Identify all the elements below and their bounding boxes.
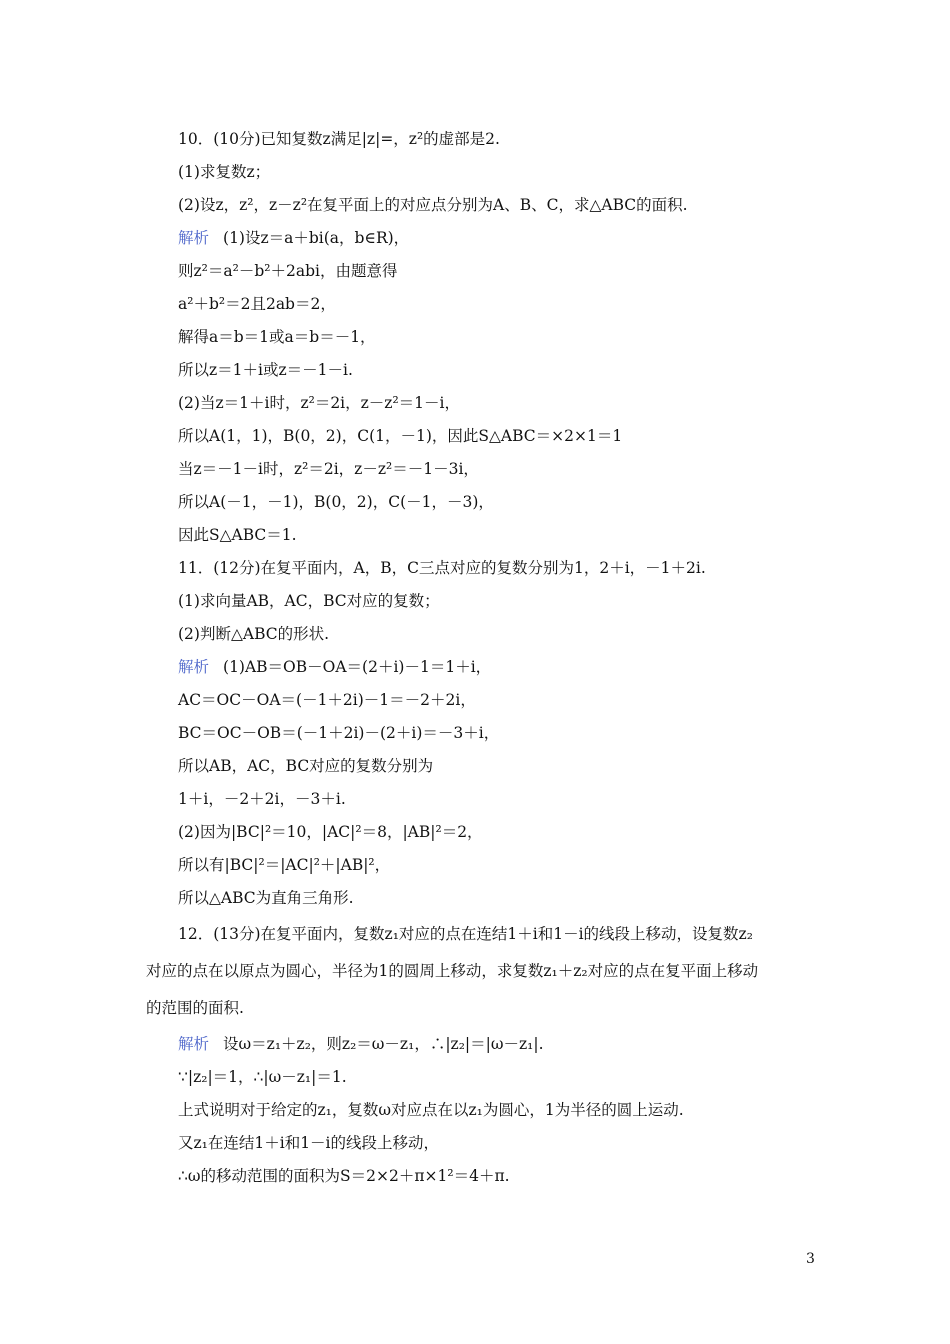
solution-line: (2)当z＝1＋i时，z²＝2i，z－z²＝1－i， xyxy=(178,394,461,412)
solution-line: 所以有|BC|²＝|AC|²＋|AB|²， xyxy=(178,856,391,874)
solution-line: (2)因为|BC|²＝10，|AC|²＝8，|AB|²＝2， xyxy=(178,823,483,841)
problem-12-stem: 的范围的面积. xyxy=(146,999,244,1017)
solution-text: (1)AB＝OB－OA＝(2＋i)－1＝1＋i， xyxy=(223,658,492,676)
problem-10-stem: 10．(10分)已知复数z满足|z|=，z²的虚部是2. xyxy=(178,130,500,148)
problem-10-part1: (1)求复数z； xyxy=(178,163,271,181)
solution-line: 当z＝－1－i时，z²＝2i，z－z²＝－1－3i， xyxy=(178,460,479,478)
solution-line: 所以z＝1＋i或z＝－1－i. xyxy=(178,361,353,379)
solution-line: 所以A(1，1)，B(0，2)，C(1，－1)，因此S△ABC＝×2×1＝1 xyxy=(178,427,623,445)
solution-line: 所以△ABC为直角三角形. xyxy=(178,889,354,907)
solution-line: AC＝OC－OA＝(－1＋2i)－1＝－2＋2i， xyxy=(178,691,476,709)
solution-line: 又z₁在连结1＋i和1－i的线段上移动， xyxy=(178,1134,440,1152)
solution-label: 解析 xyxy=(178,658,210,676)
problem-12-stem: 12．(13分)在复平面内，复数z₁对应的点在连结1＋i和1－i的线段上移动，设复数z₂ xyxy=(178,925,753,943)
solution-line: 因此S△ABC＝1. xyxy=(178,526,297,544)
solution-line: BC＝OC－OB＝(－1＋2i)－(2＋i)＝－3＋i， xyxy=(178,724,500,742)
solution-line: 1＋i，－2＋2i，－3＋i. xyxy=(178,790,346,808)
problem-11-solution-line xyxy=(178,656,491,678)
problem-12-stem: 对应的点在以原点为圆心，半径为1的圆周上移动，求复数z₁＋z₂对应的点在复平面上移动 xyxy=(146,962,759,980)
solution-line: 解得a＝b＝1或a＝b＝－1， xyxy=(178,328,376,346)
solution-line: ∴ω的移动范围的面积为S＝2×2＋π×1²＝4＋π. xyxy=(178,1167,510,1185)
problem-11-part2: (2)判断△ABC的形状. xyxy=(178,625,330,643)
problem-10-part2: (2)设z，z²，z－z²在复平面上的对应点分别为A、B、C，求△ABC的面积. xyxy=(178,196,688,214)
solution-line: a²＋b²＝2且2ab＝2， xyxy=(178,295,336,313)
page-number: 3 xyxy=(806,1251,815,1267)
solution-line: 则z²＝a²－b²＋2abi，由题意得 xyxy=(178,262,398,280)
problem-12-solution-line xyxy=(178,1033,544,1055)
problem-10-solution-line xyxy=(178,227,409,249)
problem-11-part1: (1)求向量AB，AC，BC对应的复数； xyxy=(178,592,440,610)
solution-line: 所以AB，AC，BC对应的复数分别为 xyxy=(178,757,434,775)
solution-line: 所以A(－1，－1)，B(0，2)，C(－1，－3)， xyxy=(178,493,494,511)
problem-11-stem: 11．(12分)在复平面内，A，B，C三点对应的复数分别为1，2＋i，－1＋2i. xyxy=(178,559,706,577)
solution-label: 解析 xyxy=(178,229,210,247)
solution-line: ∵|z₂|＝1，∴|ω－z₁|＝1. xyxy=(178,1068,347,1086)
solution-label: 解析 xyxy=(178,1035,210,1053)
solution-text: (1)设z＝a＋bi(a，b∈R)， xyxy=(223,229,410,247)
solution-line: 上式说明对于给定的z₁，复数ω对应点在以z₁为圆心，1为半径的圆上运动. xyxy=(178,1101,684,1119)
solution-text: 设ω＝z₁＋z₂，则z₂＝ω－z₁，∴|z₂|＝|ω－z₁|. xyxy=(223,1035,544,1053)
